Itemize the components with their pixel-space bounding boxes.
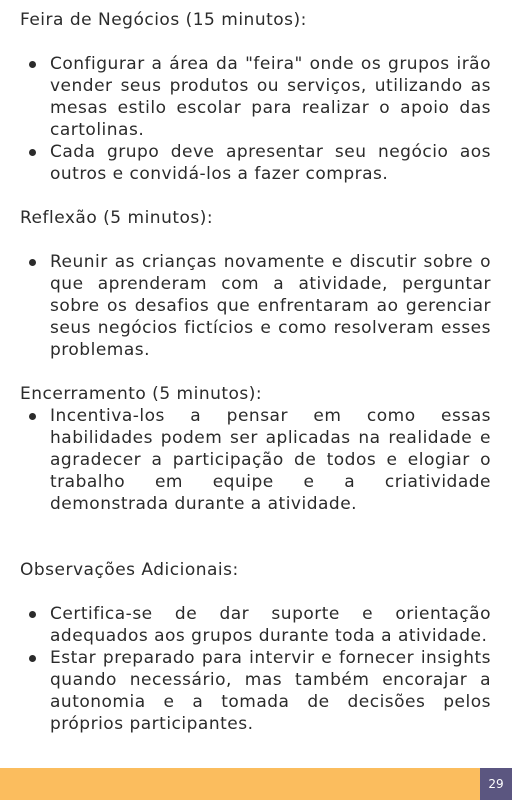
list-item-text: Incentiva-los a pensar em como essas habilidades podem ser aplicadas na realidade e agradecer a participação de todos e elogiar o trabalho em equipe e a criatividade demonstrada durante a atividade. [50, 406, 491, 514]
reflexao-list [20, 251, 491, 361]
list-item [20, 603, 491, 647]
bullet-icon [29, 61, 36, 68]
list-item [20, 405, 491, 515]
section-heading-feira: Feira de Negócios (15 minutos): [20, 10, 307, 30]
list-item-text: Certifica-se de dar suporte e orientação adequados aos grupos durante toda a atividade. [50, 604, 491, 646]
bullet-icon [29, 149, 36, 156]
page-number: 29 [480, 768, 512, 800]
footer-bar [0, 768, 480, 800]
list-item-text: Estar preparado para intervir e fornecer insights quando necessário, mas também encorajar a autonomia e a tomada de decisões pelos próprios participantes. [50, 648, 491, 734]
bullet-icon [29, 655, 36, 662]
encerramento-list [20, 405, 491, 515]
section-heading-reflexao: Reflexão (5 minutos): [20, 208, 214, 228]
bullet-icon [29, 413, 36, 420]
list-item [20, 53, 491, 141]
list-item [20, 251, 491, 361]
feira-list [20, 53, 491, 185]
list-item-text: Cada grupo deve apresentar seu negócio aos outros e convidá-los a fazer compras. [50, 142, 491, 184]
bullet-icon [29, 259, 36, 266]
section-heading-encerramento: Encerramento (5 minutos): [20, 384, 263, 404]
list-item [20, 141, 491, 185]
list-item-text: Reunir as crianças novamente e discutir sobre o que aprenderam com a atividade, perguntar sobre os desafios que enfrentaram ao gerenciar seus negócios fictícios e como resolveram esses problemas. [50, 252, 491, 360]
list-item-text: Configurar a área da "feira" onde os grupos irão vender seus produtos ou serviços, utilizando as mesas estilo escolar para realizar o apoio das cartolinas. [50, 54, 491, 140]
document-body [20, 9, 491, 735]
bullet-icon [29, 611, 36, 618]
section-heading-observacoes: Observações Adicionais: [20, 560, 239, 580]
observacoes-list [20, 603, 491, 735]
list-item [20, 647, 491, 735]
